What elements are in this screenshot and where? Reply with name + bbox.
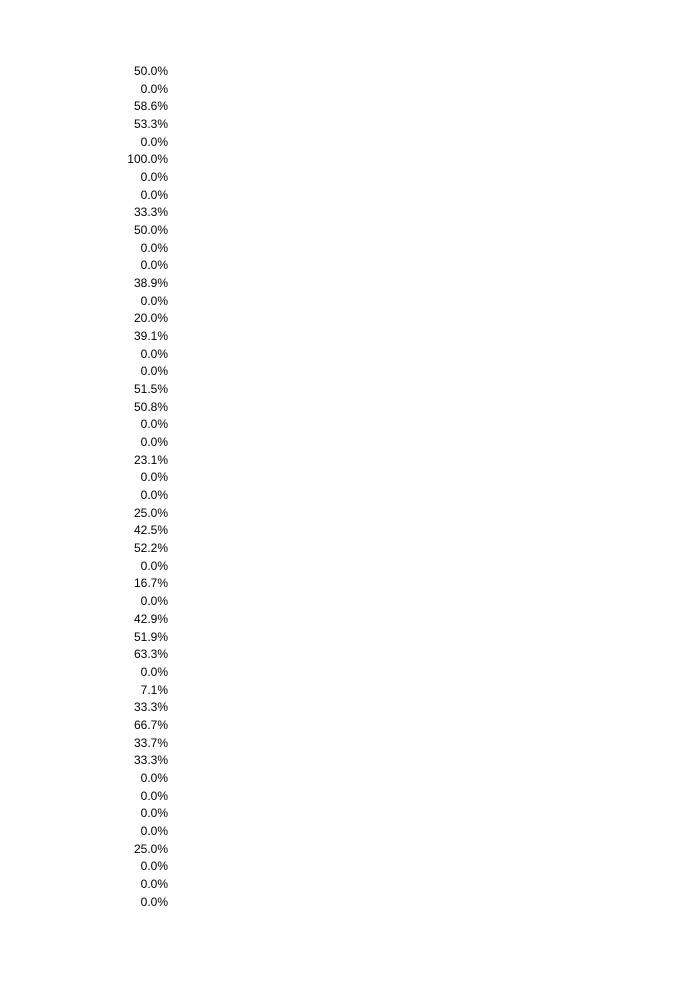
percentage-cell: 50.0% — [133, 223, 168, 238]
percentage-cell: 0.0% — [140, 488, 168, 503]
percentage-cell: 0.0% — [140, 788, 168, 803]
percentage-cell: 33.3% — [133, 205, 168, 220]
percentage-cell: 0.0% — [140, 187, 168, 202]
percentage-cell: 7.1% — [140, 682, 168, 697]
percentage-cell: 58.6% — [133, 99, 168, 114]
percentage-cell: 0.0% — [140, 594, 168, 609]
percentage-cell: 52.2% — [133, 541, 168, 556]
percentage-cell: 39.1% — [133, 329, 168, 344]
percentage-cell: 0.0% — [140, 170, 168, 185]
percentage-cell: 0.0% — [140, 417, 168, 432]
percentage-cell: 25.0% — [133, 505, 168, 520]
percentage-cell: 100.0% — [127, 152, 168, 167]
percentage-cell: 0.0% — [140, 470, 168, 485]
percentage-cell: 0.0% — [140, 293, 168, 308]
percentage-cell: 0.0% — [140, 240, 168, 255]
percentage-cell: 23.1% — [133, 452, 168, 467]
percentage-cell: 0.0% — [140, 364, 168, 379]
percentage-cell: 0.0% — [140, 435, 168, 450]
percentage-cell: 33.3% — [133, 753, 168, 768]
percentage-cell: 0.0% — [140, 346, 168, 361]
percentage-cell: 0.0% — [140, 258, 168, 273]
percentage-cell: 63.3% — [133, 647, 168, 662]
percentage-cell: 0.0% — [140, 806, 168, 821]
percentage-cell: 0.0% — [140, 81, 168, 96]
percentage-cell: 33.3% — [133, 700, 168, 715]
percentage-cell: 25.0% — [133, 841, 168, 856]
percentage-cell: 0.0% — [140, 859, 168, 874]
percentage-cell: 50.8% — [133, 399, 168, 414]
percentage-cell: 0.0% — [140, 134, 168, 149]
percentage-cell: 16.7% — [133, 576, 168, 591]
percentage-cell: 0.0% — [140, 558, 168, 573]
percentage-cell: 42.9% — [133, 611, 168, 626]
percentage-cell: 51.5% — [133, 382, 168, 397]
percentage-cell: 0.0% — [140, 770, 168, 785]
percentage-cell: 53.3% — [133, 117, 168, 132]
percentage-cell: 50.0% — [133, 64, 168, 78]
percentage-cell: 0.0% — [140, 894, 168, 909]
percentage-cell: 42.5% — [133, 523, 168, 538]
percentage-cell: 0.0% — [140, 823, 168, 838]
percentage-cell: 20.0% — [133, 311, 168, 326]
percentage-cell: 0.0% — [140, 876, 168, 891]
percentage-cell: 38.9% — [133, 276, 168, 291]
percentage-cell: 66.7% — [133, 717, 168, 732]
percentage-cell: 33.7% — [133, 735, 168, 750]
percentage-column — [100, 63, 168, 911]
percentage-cell: 0.0% — [140, 664, 168, 679]
percentage-cell: 51.9% — [133, 629, 168, 644]
